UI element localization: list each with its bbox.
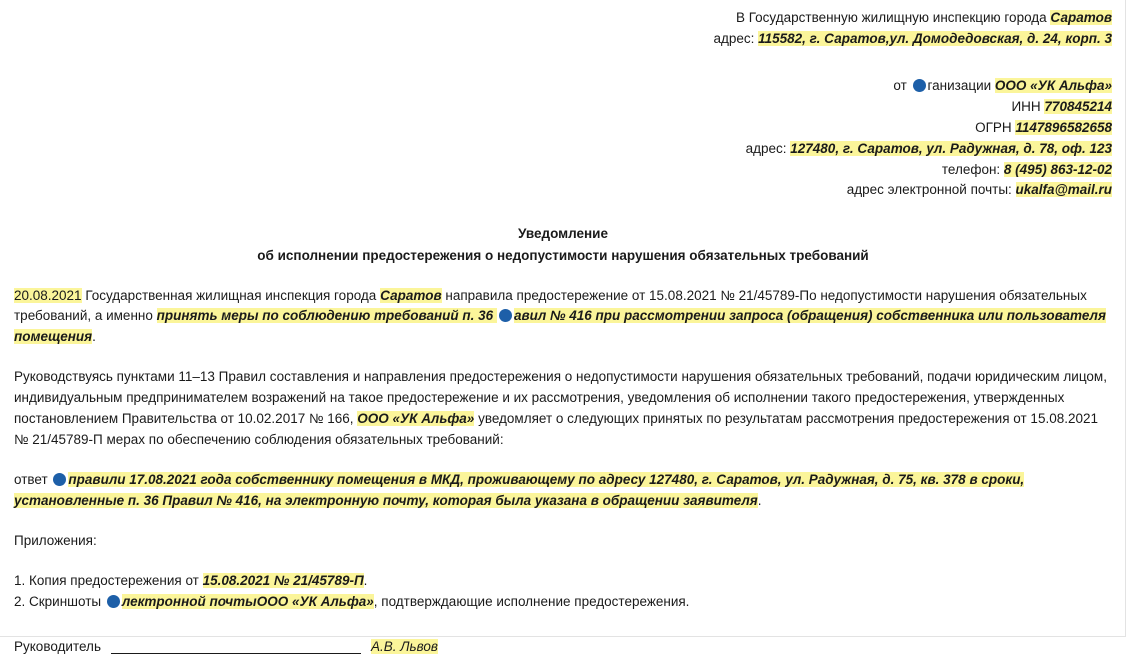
paragraph-spacer-1 — [14, 348, 1112, 367]
sender-from-tail: ганизации — [927, 77, 995, 93]
document-title-block — [14, 223, 1112, 266]
addressee-prefix: В Государственную жилищную инспекцию города — [736, 10, 1051, 25]
sender-address-value: 127480, г. Саратов, ул. Радужная, д. 78, оф. 123 — [790, 140, 1112, 156]
document-header — [14, 8, 1112, 201]
blue-dot-icon — [499, 309, 512, 322]
paragraph-spacer-2 — [14, 451, 1112, 470]
addressee-address-line — [14, 29, 1112, 50]
inspection-city: Саратов — [380, 287, 442, 303]
blue-dot-icon — [913, 79, 926, 92]
sender-address-line — [14, 139, 1112, 160]
p3-prefix: ответ — [14, 472, 52, 488]
signature-name: А.В. Львов — [370, 638, 438, 654]
p3-period: . — [757, 492, 762, 508]
sender-inn-label: ИНН — [1011, 98, 1045, 114]
p2-text-1: Руководствуясь пунктами 11–13 Правил составления и направления предостережения о недопустимости нарушения обязательных требований, подачи юридическим лицом, индивидуальным предпринимателем возражений на такое предостережение и их рассмотрения, уведомления об исполнении такого предостережения, утвержденных постановлением Правительства от 10.02.2017 № 166, — [14, 369, 1107, 427]
attachment-item-1 — [14, 571, 1112, 592]
title-spacer — [14, 267, 1112, 286]
att2-prefix: 2. Скриншоты — [14, 593, 105, 609]
p2-text-2: уведомляет о следующих принятых по результатам рассмотрения предостережения от 15.08.2021 № 21/45789-П мерах по обеспечению соблюдения обязательных требований: — [14, 411, 1098, 448]
sender-phone-line — [14, 160, 1112, 181]
sender-org-name: ООО «УК Альфа» — [994, 77, 1112, 93]
sender-inn-value: 770845214 — [1044, 98, 1112, 114]
attachments-title: Приложения: — [14, 532, 97, 548]
blue-dot-icon — [107, 595, 120, 608]
att2-bold-2: ООО «УК Альфа» — [256, 593, 374, 609]
p1-bold-1: принять меры по соблюдению требований п. 36 — [156, 308, 497, 324]
p1-bold-2: авил № 416 при рассмотрении запроса (обращения) собственника или пользователя помещения — [14, 308, 1106, 345]
att1-period: . — [363, 572, 368, 588]
signature-row — [14, 639, 1112, 654]
sender-from-label: от — [893, 77, 911, 93]
header-spacer-1 — [14, 50, 1112, 76]
page-subtitle: об исполнении предостережения о недопустимости нарушения обязательных требований — [257, 247, 869, 263]
p1-text-1: Государственная жилищная инспекция города — [81, 287, 381, 303]
sender-org-line — [14, 76, 1112, 97]
p1-period: . — [92, 329, 96, 345]
sender-ogrn-value: 1147896582658 — [1015, 119, 1112, 135]
signature-line — [111, 639, 361, 654]
signature-label: Руководитель — [14, 638, 101, 654]
attachment-item-2 — [14, 592, 1112, 613]
warning-date: 20.08.2021 — [14, 287, 82, 303]
sender-inn-line — [14, 97, 1112, 118]
attachments-spacer — [14, 552, 1112, 571]
att2-tail: , подтверждающие исполнение предостережения. — [373, 593, 690, 609]
addressee-address-value: 115582, г. Саратов,ул. Домодедовская, д. 24, корп. 3 — [758, 30, 1112, 46]
page-title: Уведомление — [517, 226, 608, 242]
paragraph-warning-reference — [14, 286, 1112, 349]
sender-email-line — [14, 180, 1112, 201]
sender-ogrn-line — [14, 118, 1112, 139]
p1-text-2: направила предостережение от 15.08.2021 № 21/45789-По недопустимости нарушения обязательных требований, а именно — [14, 287, 1087, 324]
addressee-address-label: адрес: — [713, 30, 759, 46]
att2-bold-1: лектронной почты — [121, 593, 257, 609]
addressee-line — [14, 8, 1112, 29]
p3-bold: правили 17.08.2021 года собственнику помещения в МКД, проживающему по адресу 127480, г. Саратов, ул. Радужная, д. 75, кв. 378 в сроки, установленные п. 36 Правил № 416, на электронную почту, которая была указана в обращении заявителя — [14, 472, 1025, 508]
att1-prefix: 1. Копия предостережения от — [14, 572, 203, 588]
sender-email-value: ukalfa@mail.ru — [1015, 182, 1112, 198]
paragraph-legal-basis — [14, 367, 1112, 451]
addressee-city: Саратов — [1050, 10, 1112, 25]
att1-reference: 15.08.2021 № 21/45789-П — [202, 572, 364, 588]
sender-ogrn-label: ОГРН — [975, 119, 1016, 135]
sender-address-label: адрес: — [745, 140, 791, 156]
paragraph-spacer-3 — [14, 512, 1112, 531]
sender-email-label: адрес электронной почты: — [846, 182, 1016, 198]
sender-phone-label: телефон: — [941, 161, 1004, 177]
p2-org-name: ООО «УК Альфа» — [357, 411, 475, 427]
paragraph-measures-taken — [14, 470, 1112, 512]
blue-dot-icon — [53, 473, 66, 486]
sender-phone-value: 8 (495) 863-12-02 — [1003, 161, 1112, 177]
